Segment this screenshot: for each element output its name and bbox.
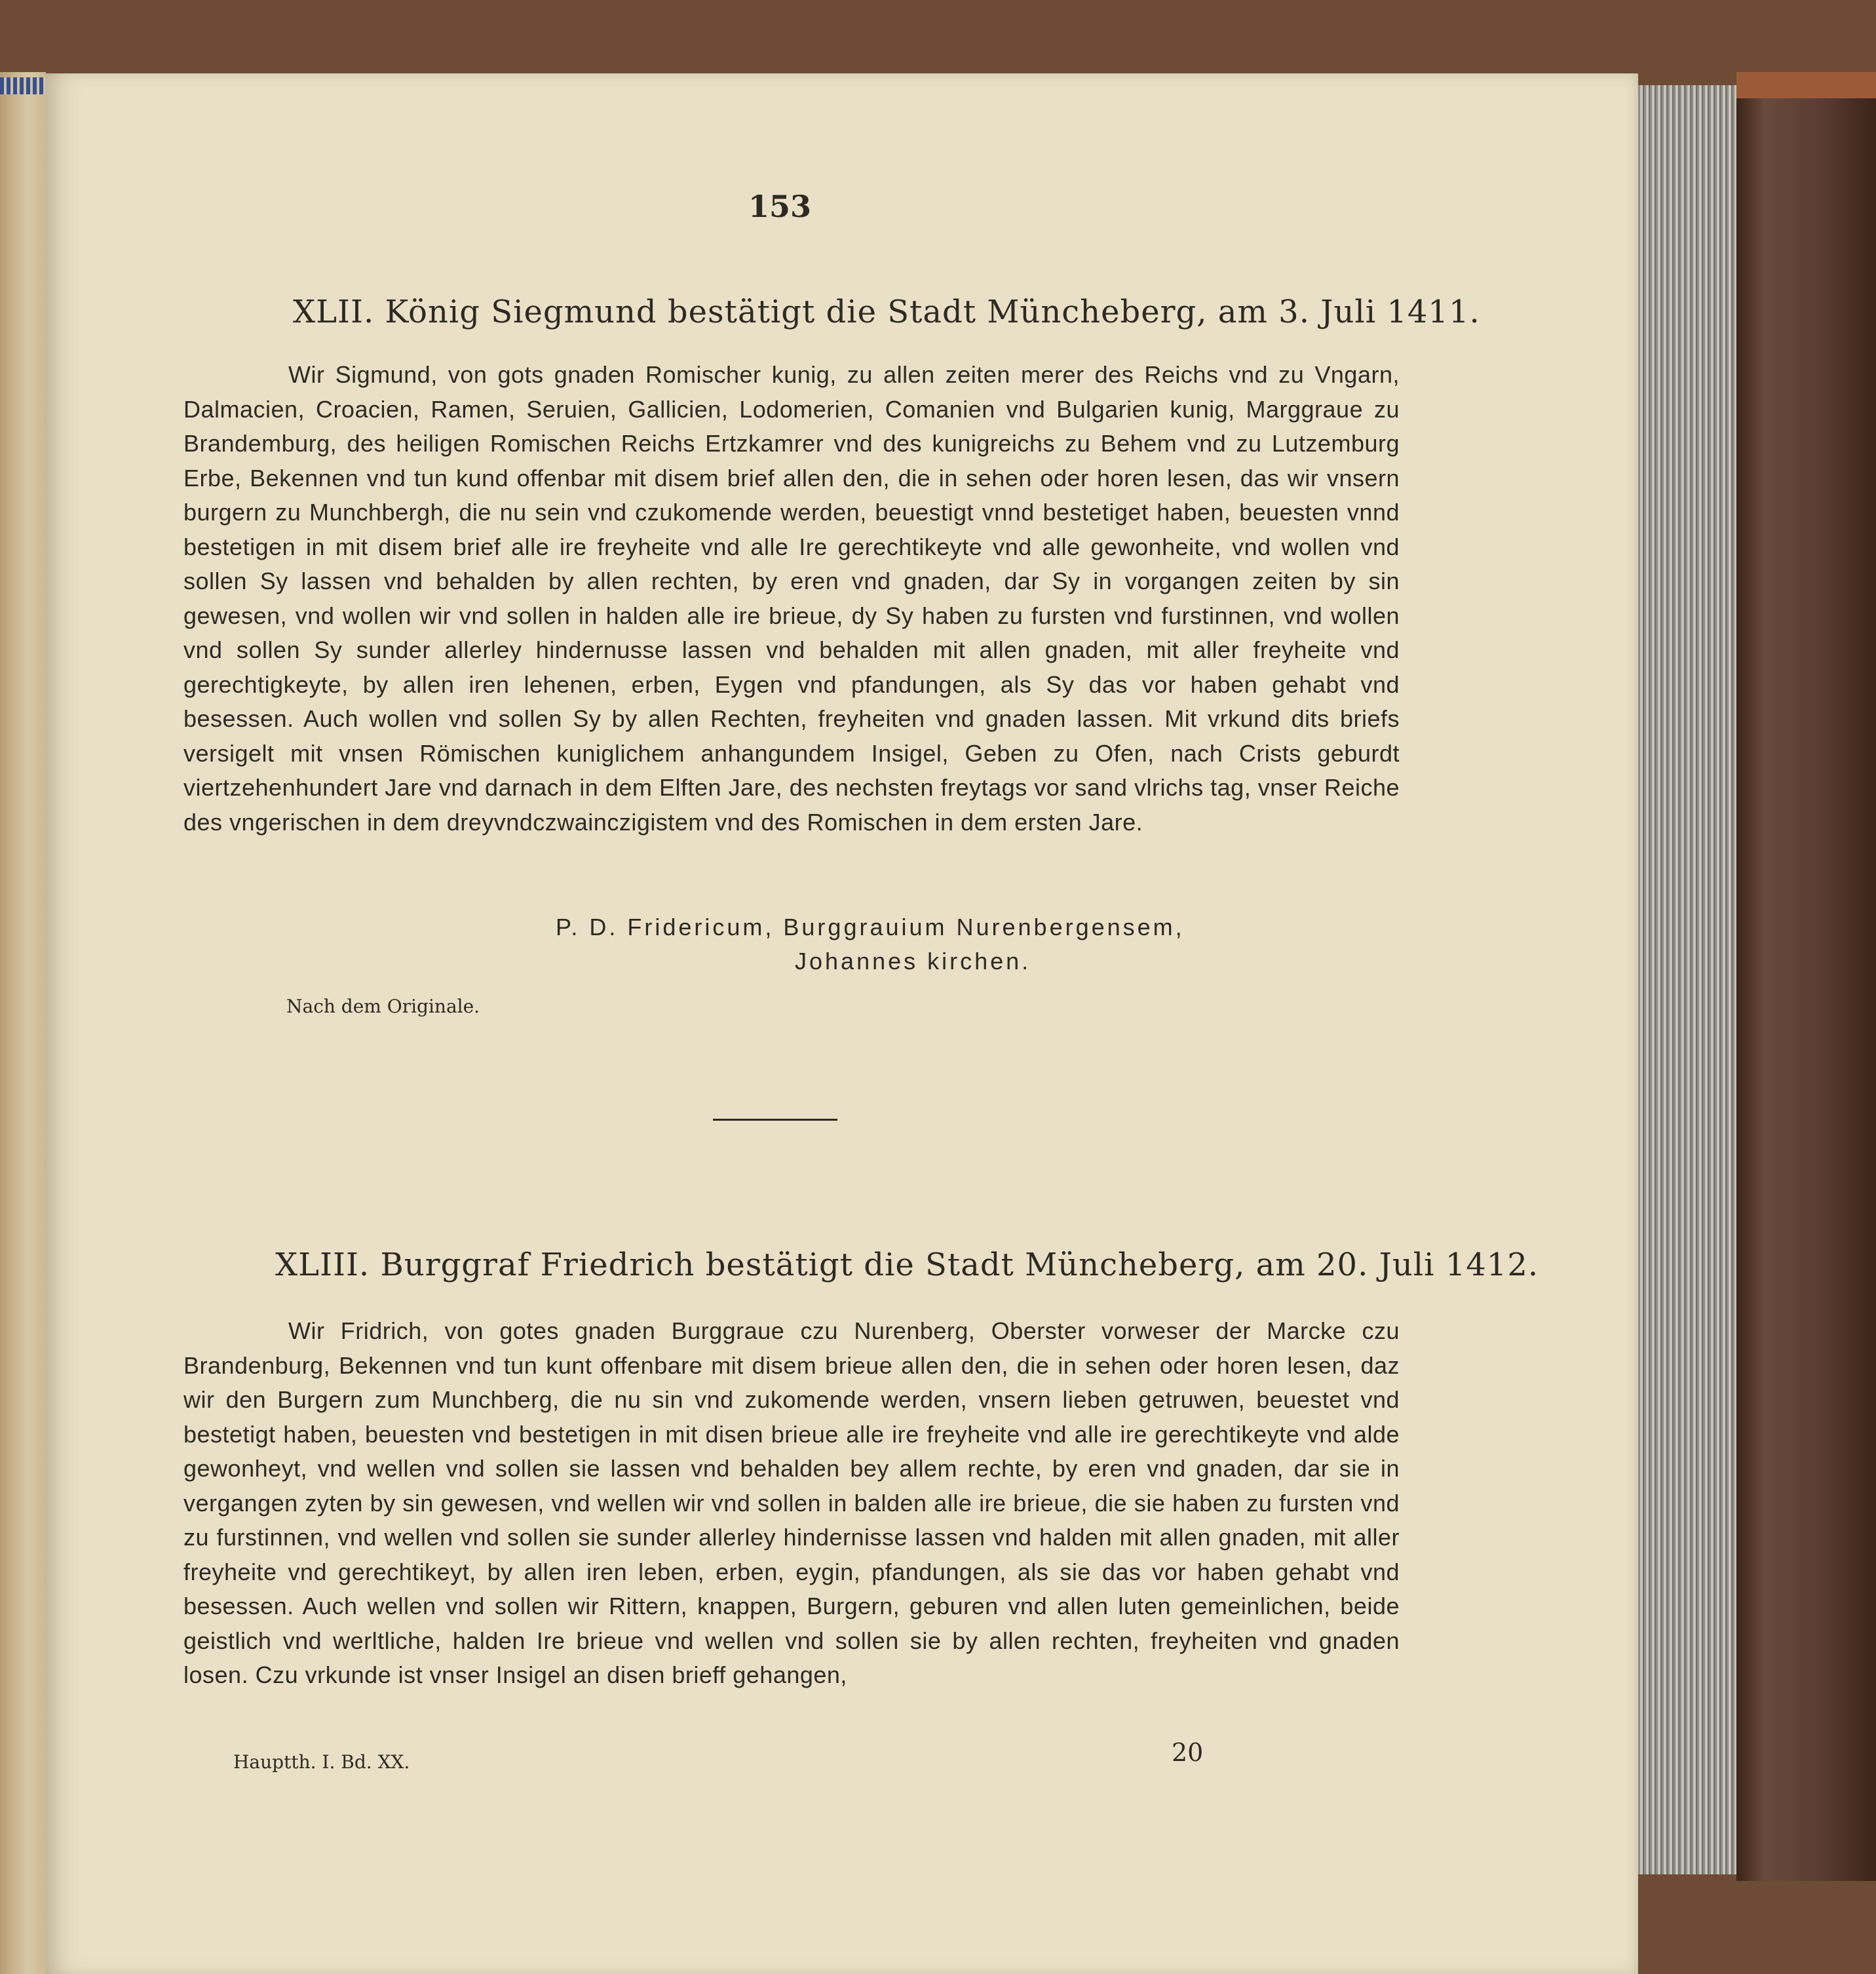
section-divider bbox=[713, 1119, 837, 1121]
sheet-number: 20 bbox=[1172, 1738, 1204, 1767]
section-body-xlii: Wir Sigmund, von gots gnaden Romischer kunig, zu allen zeiten merer des Reichs vnd zu Vngarn, Dalmacien, Croacien, Ramen, Seruien, Gallicien, Lodomerien, Comanien vnd Bulgarien kunig, Marggraue zu Brandemburg, des heiligen Romischen Reichs Ertzkamrer vnd des kunigreichs zu Behem vnd zu Lutzemburg Erbe, Bekennen vnd tun kund offenbar mit disem brief allen den, die in sehen oder horen lesen, das wir vnsern burgern zu Munchbergh, die nu sein vnd czukomende werden, beuestigt vnnd bestetiget haben, beuesten vnnd bestetigen in mit disem brief alle ire freyheite vnd alle Ire gerechtikeyte vnd alle gewonheite, vnd wollen vnd sollen Sy lassen vnd behalden by allen rechten, by eren vnd gnaden, dar Sy in vorgangen zeiten by sin gewesen, vnd wollen wir vnd sollen in halden alle ire brieue, dy Sy haben zu fursten vnd furstinnen, vnd wollen vnd sollen Sy sunder allerley hindernusse lassen vnd behalden mit allen gnaden, mit aller freyheite vnd gerechtigkeyte, by allen iren lehenen, erben, Eygen vnd pfandungen, als Sy das vor haben gehabt vnd besessen. Auch wollen vnd sollen Sy by allen Rechten, freyheiten vnd gnaden lassen. Mit vrkund dits briefs versigelt mit vnsen Römischen kuniglichem anhangundem Insigel, Geben zu Ofen, nach Crists geburdt viertzehenhundert Jare vnd darnach in dem Elften Jare, des nechsten freytags vor sand vlrichs tag, vnser Reiche des vngerischen in dem dreyvndczwainczigistem vnd des Romischen in dem ersten Jare. bbox=[183, 361, 1400, 836]
left-page-edge bbox=[0, 72, 46, 1974]
witness-line-2: Johannes kirchen. bbox=[795, 948, 1031, 975]
printer-signature: Hauptth. I. Bd. XX. bbox=[233, 1751, 410, 1773]
section-heading-xlii: XLII. König Siegmund bestätigt die Stadt Müncheberg, am 3. Juli 1411. bbox=[293, 294, 1480, 330]
book-cover bbox=[1736, 98, 1876, 1881]
section-heading-xliii: XLIII. Burggraf Friedrich bestätigt die Stadt Müncheberg, am 20. Juli 1412. bbox=[275, 1247, 1539, 1283]
source-note: Nach dem Originale. bbox=[286, 996, 480, 1017]
section-body-xliii: Wir Fridrich, von gotes gnaden Burggraue czu Nurenberg, Oberster vorweser der Marcke czu Brandenburg, Bekennen vnd tun kunt offenbare mit disem brieue allen den, die in sehen oder horen lesen, daz wir den Burgern zum Munchberg, die nu sin vnd zukomende werden, vnsern lieben getruwen, beuestet vnd bestetigt haben, beuesten vnd bestetigen in mit disen brieue alle ire freyheite vnd alle ire gerechtikeyte vnd alde gewonheyt, vnd wellen vnd sollen sie lassen vnd behalden bey allem rechte, by eren vnd gnaden, dar sie in vergangen zyten by sin gewesen, vnd wellen wir vnd sollen in balden alle ire brieue, die sie haben zu fursten vnd zu furstinnen, vnd wellen vnd sollen sie sunder allerley hindernisse lassen vnd halden mit allen gnaden, mit aller freyheite vnd gerechtikeyt, by allen iren leben, erben, eygin, pfandungen, als sie das vor haben gehabt vnd besessen. Auch wellen vnd sollen wir Rittern, knappen, Burgern, geburen vnd allen luten gemeinlichen, beide geistlich vnd werltliche, halden Ire brieue vnd wellen vnd sollen sie by allen rechten, freyheiten vnd gnaden losen. Czu vrkunde ist vnser Insigel an disen brieff gehangen, bbox=[183, 1317, 1400, 1688]
binding-cloth bbox=[0, 77, 52, 94]
page-number: 153 bbox=[748, 189, 812, 224]
witness-line-1: P. D. Fridericum, Burggrauium Nurenbergensem, bbox=[556, 914, 1185, 940]
page-edges bbox=[1638, 85, 1736, 1874]
